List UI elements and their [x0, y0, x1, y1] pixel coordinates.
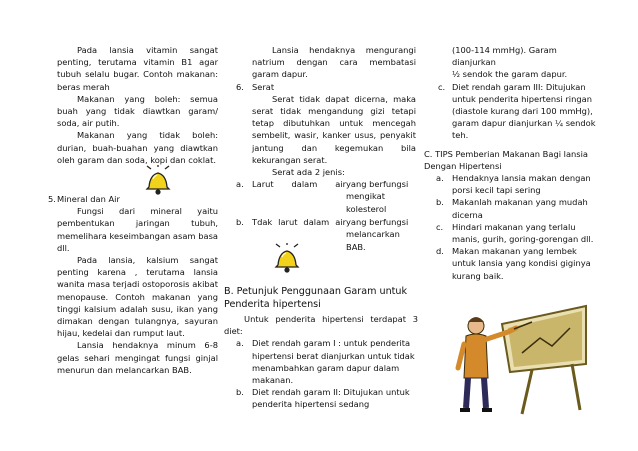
fiber-type-a-label: Larut dalam air	[252, 179, 346, 190]
tip-mark: d.	[436, 246, 444, 257]
fiber-type-b-desc: yang berfungsi melancarkan BAB.	[346, 217, 409, 252]
fiber-types-intro: Serat ada 2 jenis:	[272, 167, 345, 178]
section-c-title: C. TIPS Pemberian Makanan Bagi lansia Dengan Hipertensi	[424, 148, 589, 171]
tip-item	[424, 172, 596, 196]
tip-item	[424, 221, 596, 245]
tip-mark: c.	[436, 221, 444, 232]
diet-a	[224, 337, 418, 386]
mineral-function-paragraph: Fungsi dari mineral yaitu pembentukan jaringan tubuh, memelihara keseimbangan asam basa dll.	[57, 206, 218, 253]
diet-c-text: Diet rendah garam III: Ditujukan untuk penderita hipertensi ringan (diastole kurang dari 100 mmHg), garam dapur dianjurkan ¼ sendok teh.	[452, 81, 596, 141]
diet-a-mark: a.	[236, 338, 244, 349]
fiber-type-a-mark: a.	[236, 179, 244, 190]
section-5	[48, 193, 218, 376]
calcium-paragraph: Pada lansia, kalsium sangat penting karena , terutama lansia wanita masa terjadi ostoporosis akibat menopause. Contoh makanan yang tinggi kalsium adalah susu, ikan yang dimakan dengan tulangnya, sayuran hijau, kedelai dan rumput laut.	[57, 255, 218, 339]
fiber-type-b	[236, 216, 416, 268]
tip-mark: a.	[436, 173, 444, 184]
diet-c	[424, 81, 596, 142]
teacher-board-illustration	[452, 298, 592, 416]
item-5-title: Mineral dan Air	[57, 194, 120, 204]
diet-a-text: Diet rendah garam I : untuk penderita hipertensi berat dianjurkan untuk tidak menambahkan garam dapur dalam makanan.	[252, 338, 415, 386]
item-5-heading	[48, 193, 218, 205]
tip-mark: b.	[436, 197, 444, 208]
tip-text: Hindari makanan yang terlalu manis, gurih, goring-gorengan dll.	[452, 221, 594, 245]
vitamin-paragraph: Pada lansia vitamin sangat penting, terutama vitamin B1 agar tubuh selalu bugar. Contoh makanan: beras merah	[57, 45, 218, 92]
tip-text: Hendaknya lansia makan dengan porsi kecil tapi sering	[452, 173, 591, 196]
diet-b	[224, 386, 418, 410]
tips-list	[424, 172, 596, 282]
diet-b-text: Diet rendah garam II: Ditujukan untuk penderita hipertensi sedang	[252, 387, 410, 410]
tip-text: Makanlah makanan yang mudah dicerna	[452, 197, 588, 220]
section-b-title-line1: B. Petunjuk Penggunaan Garam untuk	[224, 286, 408, 297]
fiber-type-b-label: Tdak larut dalam air	[252, 217, 346, 228]
item-6-title: Serat	[252, 81, 275, 92]
item-5-number: 5.	[48, 194, 56, 204]
diet-b-continued: (100-114 mmHg). Garam dianjurkan	[452, 45, 557, 68]
column-1	[57, 44, 218, 166]
fiber-type-a-desc: yang berfungsi mengikat kolesterol	[346, 179, 409, 214]
bell-icon	[270, 243, 304, 273]
diet-intro: Untuk penderita hipertensi terdapat 3 diet:	[224, 314, 418, 337]
diet-b-continued-2: ½ sendok the garam dapur.	[452, 69, 568, 80]
tip-text: Makan makanan yang lembek untuk lansia yang kondisi giginya kurang baik.	[452, 246, 591, 281]
section-b	[224, 285, 418, 411]
diet-b-mark: b.	[236, 387, 244, 398]
allowed-foods-paragraph: Makanan yang boleh: semua buah yang tidak diawtkan garam/ soda, air putih.	[57, 93, 218, 129]
fiber-type-a	[236, 178, 416, 214]
diet-c-mark: c.	[438, 81, 446, 92]
sodium-paragraph: Lansia hendaknya mengurangi natrium dengan cara membatasi garam dapur.	[252, 45, 416, 80]
bell-icon	[141, 165, 175, 195]
tip-item	[424, 196, 596, 220]
section-b-title-line2: Penderita hipertensi	[224, 299, 321, 310]
item-6-number: 6.	[236, 81, 244, 92]
forbidden-foods-paragraph: Makanan yang tidak boleh: durian, buah-buahan yang diawtkan oleh garam dan soda, kopi dan coklat.	[57, 130, 218, 165]
fiber-type-b-mark: b.	[236, 217, 244, 228]
tip-item	[424, 245, 596, 282]
item-6-heading	[236, 81, 416, 93]
column-2	[236, 44, 416, 268]
column-3	[424, 44, 596, 282]
fiber-paragraph: Serat tidak dapat dicerna, maka serat tidak mengandung gizi tetapi tetap dibutuhkan untuk mencegah sembelit, wasir, kanker usus, penyakit jantung dan kegemukan bila kekurangan serat.	[252, 93, 416, 165]
water-paragraph: Lansia hendaknya minum 6-8 gelas sehari mengingat fungsi ginjal menurun dan melancarkan BAB.	[57, 340, 218, 375]
